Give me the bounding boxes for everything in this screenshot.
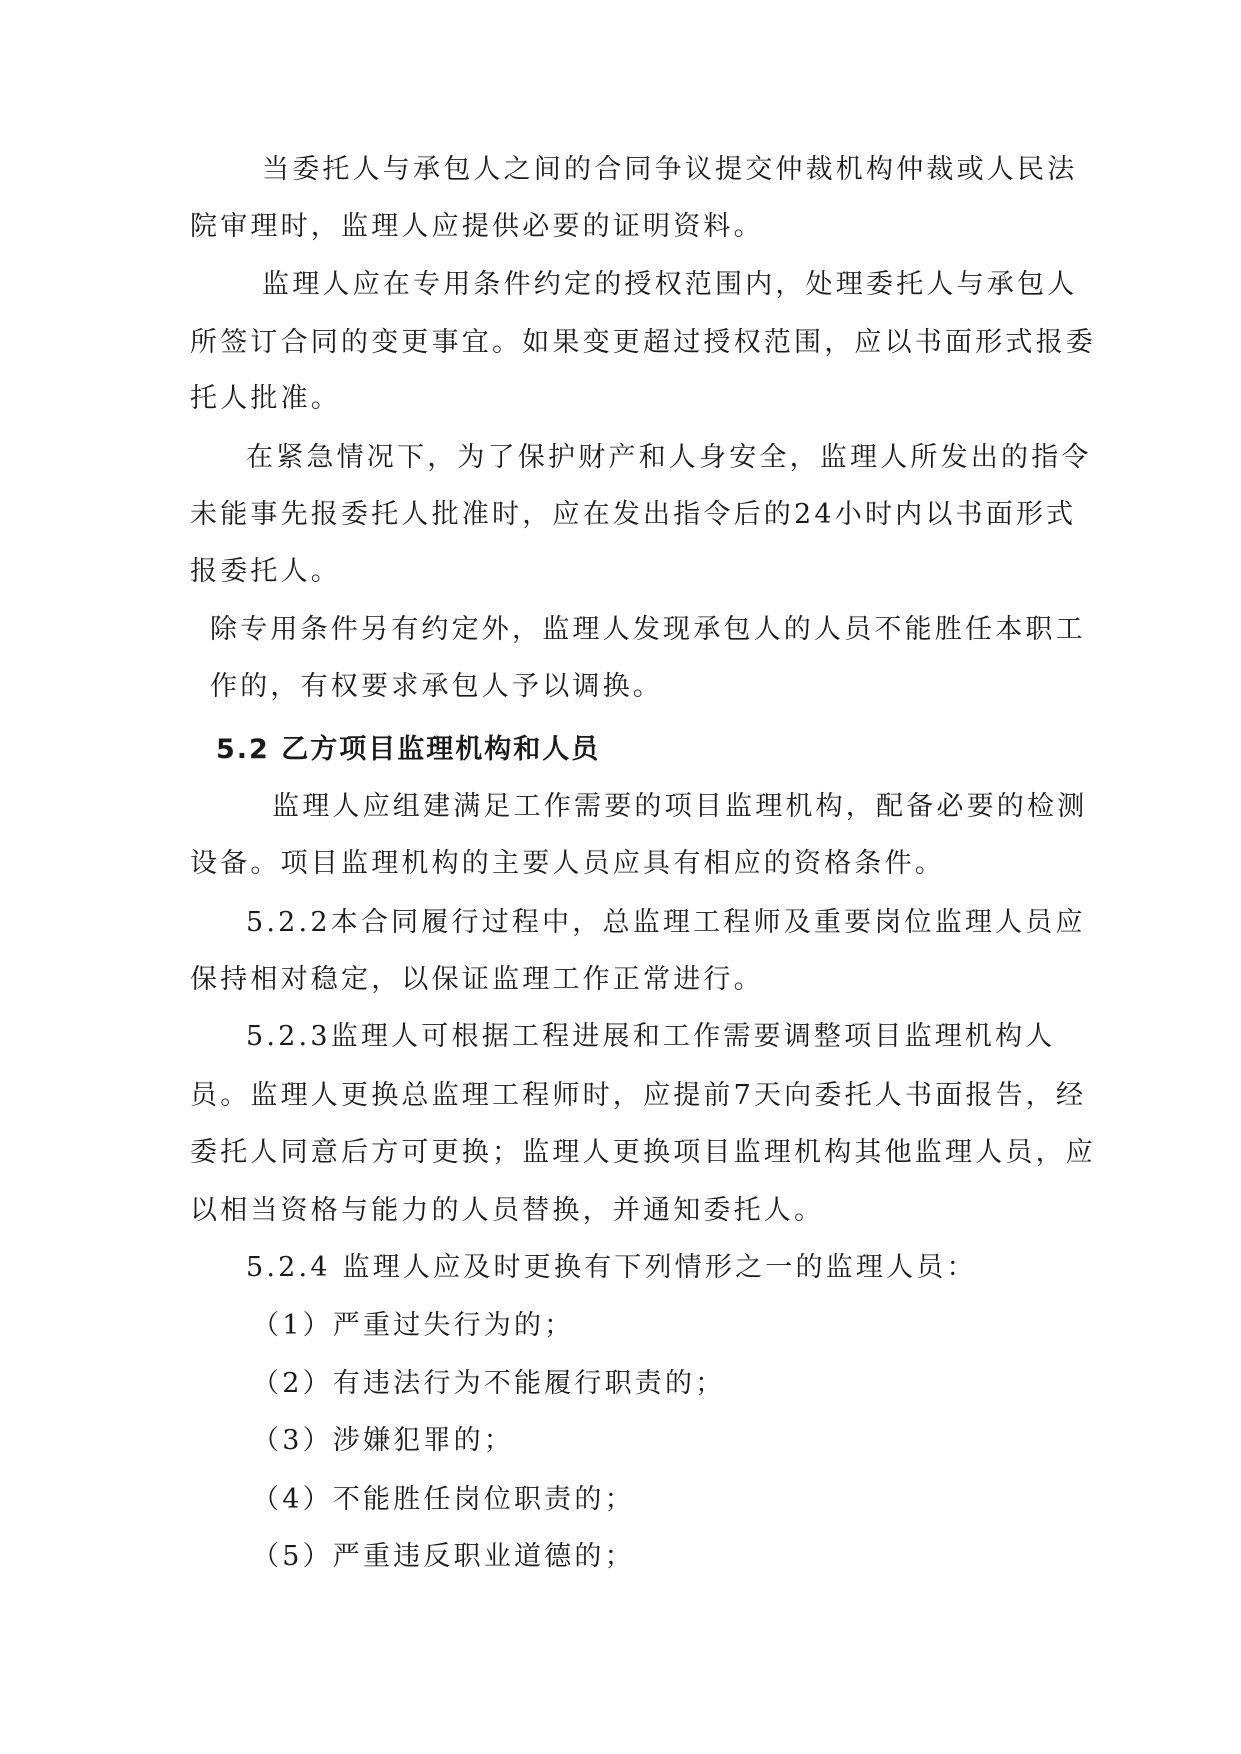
section-paragraph-3-line-3: 委托人同意后方可更换；监理人更换项目监理机构其他监理人员，应 [190, 1137, 1096, 1168]
section-paragraph-4-line-1: 5.2.4 监理人应及时更换有下列情形之一的监理人员： [246, 1252, 977, 1283]
section-paragraph-3-line-4: 以相当资格与能力的人员替换，并通知委托人。 [190, 1195, 825, 1226]
paragraph-4-line-2: 作的，有权要求承包人予以调换。 [210, 671, 663, 702]
paragraph-2-line-3: 托人批准。 [190, 383, 341, 414]
paragraph-2-line-2: 所签订合同的变更事宜。如果变更超过授权范围，应以书面形式报委 [190, 327, 1096, 358]
section-paragraph-1-line-2: 设备。项目监理机构的主要人员应具有相应的资格条件。 [190, 848, 945, 879]
section-heading: 5.2 乙方项目监理机构和人员 [216, 734, 601, 765]
list-item-1: （1）严重过失行为的； [252, 1310, 575, 1341]
paragraph-4-line-1: 除专用条件另有约定外，监理人发现承包人的人员不能胜任本职工 [210, 614, 1086, 645]
paragraph-3-line-1: 在紧急情况下，为了保护财产和人身安全，监理人所发出的指令 [246, 442, 1092, 473]
list-item-3: （3）涉嫌犯罪的； [252, 1425, 514, 1456]
paragraph-3-line-2: 未能事先报委托人批准时，应在发出指令后的24小时内以书面形式 [190, 499, 1077, 530]
section-paragraph-2-line-2: 保持相对稳定，以保证监理工作正常进行。 [190, 964, 764, 995]
paragraph-1-line-1: 当委托人与承包人之间的合同争议提交仲裁机构仲裁或人民法 [262, 154, 1078, 185]
list-item-5: （5）严重违反职业道德的； [252, 1541, 635, 1572]
section-paragraph-3-line-2: 员。监理人更换总监理工程师时，应提前7天向委托人书面报告，经 [190, 1080, 1087, 1111]
list-item-4: （4）不能胜任岗位职责的； [252, 1484, 635, 1515]
section-paragraph-1-line-1: 监理人应组建满足工作需要的项目监理机构，配备必要的检测 [272, 791, 1088, 822]
paragraph-2-line-1: 监理人应在专用条件约定的授权范围内，处理委托人与承包人 [262, 269, 1078, 300]
section-paragraph-2-line-1: 5.2.2本合同履行过程中，总监理工程师及重要岗位监理人员应 [246, 907, 1086, 938]
section-paragraph-3-line-1: 5.2.3监理人可根据工程进展和工作需要调整项目监理机构人 [246, 1021, 1056, 1052]
paragraph-3-line-3: 报委托人。 [190, 556, 341, 587]
list-item-2: （2）有违法行为不能履行职责的； [252, 1368, 726, 1399]
paragraph-1-line-2: 院审理时，监理人应提供必要的证明资料。 [190, 211, 764, 242]
